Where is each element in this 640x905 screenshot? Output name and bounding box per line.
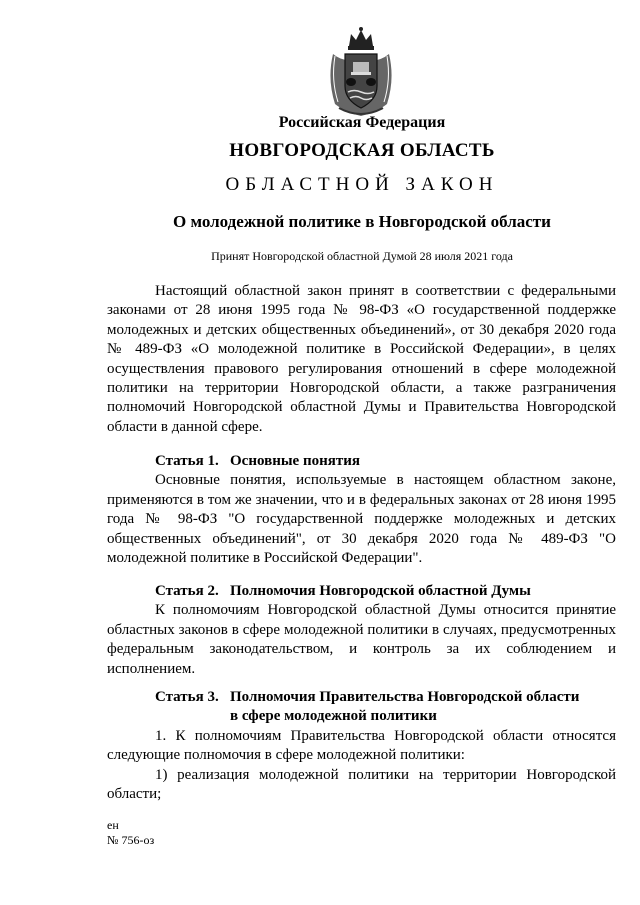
article-heading-continued — [107, 707, 616, 726]
article-title: Полномочия Правительства Новгородской области — [230, 689, 580, 705]
federation-heading: Российская Федерация — [278, 114, 446, 131]
document-type-heading: ОБЛАСТНОЙ ЗАКОН — [225, 174, 499, 195]
article-heading — [107, 582, 616, 601]
article-3 — [107, 688, 616, 804]
article-number: Статья 2. — [155, 583, 219, 599]
article-heading — [107, 688, 616, 707]
article-heading — [107, 452, 616, 471]
article-number: Статья 1. — [155, 453, 219, 469]
article-paragraph: Основные понятия, используемые в настоящем областном законе, применяются в том же значении, что и в федеральных законах от 28 июня 1995 года № 98-ФЗ "О государственной поддержке молодежных и детских общественных объединений", от 30 декабря 2020 года № 489-ФЗ "О молодежной политике в Российской Федерации". — [107, 472, 616, 567]
footer-initials: ен — [107, 818, 119, 832]
article-title-line2: в сфере молодежной политики — [230, 708, 437, 725]
region-heading: НОВГОРОДСКАЯ ОБЛАСТЬ — [229, 140, 495, 161]
preamble-paragraph: Настоящий областной закон принят в соответствии с федеральными законами от 28 июня 1995 года № 98-ФЗ «О государственной поддержке молодежных и детских общественных объединений», от 30 декабря 2020 года № 489-ФЗ «О молодежной политике в Российской Федерации», в целях осуществления правового регулирования отношений в сфере молодежной политики на территории Новгородской области, а также разграничения полномочий Новгородской областной Думы и Правительства Новгородской области в данной сфере. — [107, 283, 616, 435]
article-paragraph: 1. К полномочиям Правительства Новгородской области относятся следующие полномочия в сфере молодежной политики: — [107, 727, 616, 764]
article-title: Полномочия Новгородской областной Думы — [230, 583, 531, 599]
article-2 — [107, 582, 616, 679]
law-title: О молодежной политике в Новгородской области — [173, 212, 551, 231]
article-paragraph: К полномочиям Новгородской областной Думы относится принятие областных законов в сфере молодежной политики в случаях, предусмотренных федеральным законодательством, и контроль за их соблюдением и исполнением. — [107, 602, 616, 677]
article-1 — [107, 452, 616, 568]
novgorod-coat-of-arms-icon — [321, 24, 401, 120]
footer-block — [107, 818, 154, 848]
article-list-item: 1) реализация молодежной политики на территории Новгородской области; — [107, 766, 616, 803]
preamble-block — [107, 282, 616, 437]
adoption-note: Принят Новгородской областной Думой 28 июля 2021 года — [211, 249, 513, 263]
article-title: Основные понятия — [230, 453, 360, 469]
article-number: Статья 3. — [155, 689, 219, 705]
law-number: № 756-оз — [107, 833, 155, 847]
